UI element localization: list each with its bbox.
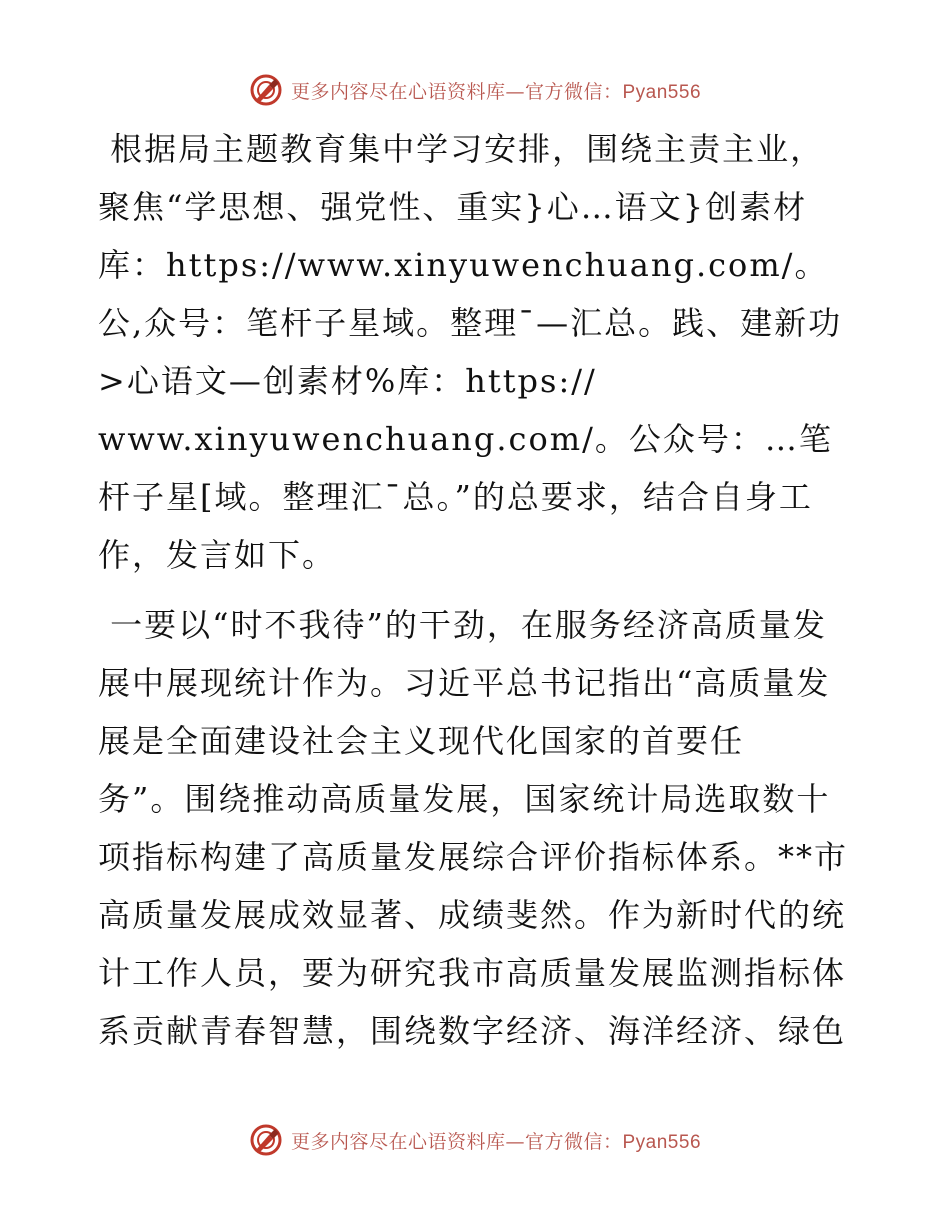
paragraph-intro: 根据局主题教育集中学习安排，围绕主责主业，聚焦“学思想、强党性、重实}心…语文}创素材库：https://www.xinyuwenchuang.com/。公,众号：笔杆子星域。整理¯—汇总。践、建新功>心语文—创素材%库：https:// www.xinyuwenchuang.com/。公众号：…笔杆子星[域。整理汇¯总。”的总要求，结合自身工作，发言如下。: [98, 130, 843, 574]
banner-label: 更多内容尽在心语资料库—官方微信：: [290, 80, 623, 103]
banner-text: [291, 77, 701, 104]
document-body: [98, 120, 858, 1110]
pen-logo-icon: [249, 1123, 283, 1157]
pen-logo-icon: [249, 73, 283, 107]
wechat-id: Pyan556: [622, 81, 702, 103]
banner-text: [291, 1127, 701, 1154]
banner-label: 更多内容尽在心语资料库—官方微信：: [290, 1130, 623, 1153]
paragraph-point-one: 一要以“时不我待”的干劲，在服务经济高质量发展中展现统计作为。习近平总书记指出“高质量发展是全面建设社会主义现代化国家的首要任 务”。围绕推动高质量发展，国家统计局选取数十项指标构建了高质量发展综合评价指标体系。**市高质量发展成效显著、成绩斐然。作为新时代的统计工作人员，要为研究我市高质量发展监测指标体系贡献青春智慧，围绕数字经济、海洋经济、绿色: [98, 606, 849, 1050]
wechat-id: Pyan556: [622, 1131, 702, 1153]
footer-banner: [0, 1120, 950, 1160]
header-banner: [0, 70, 950, 110]
